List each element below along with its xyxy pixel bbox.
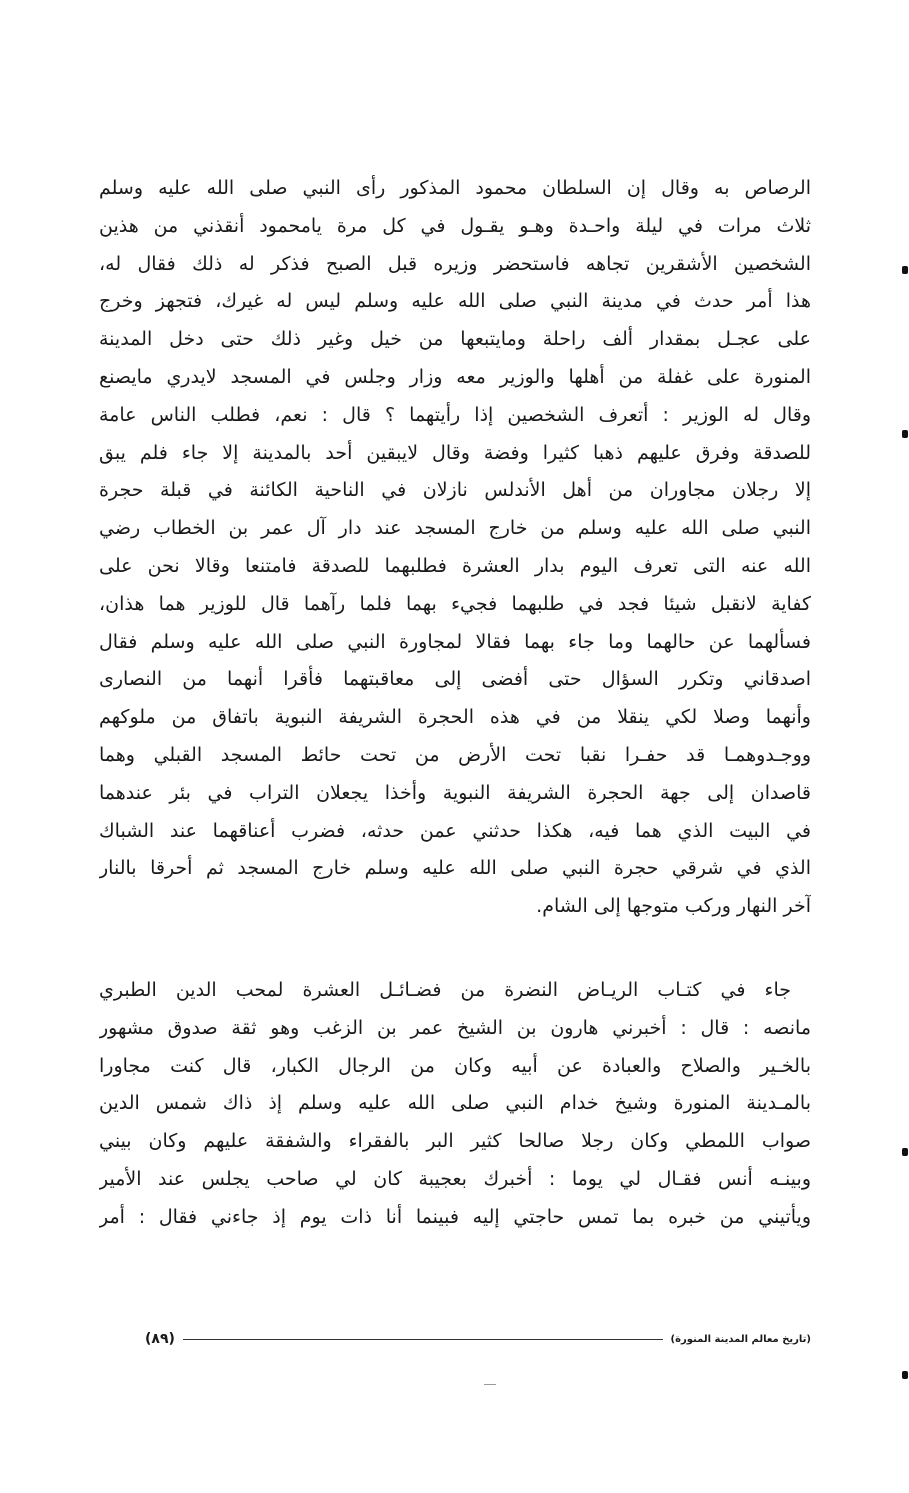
- footer-rule: [183, 1339, 663, 1340]
- text-line: جاء في كتـاب الريـاض النضرة من فضـائـل العشرة لمحب الدين الطبري: [99, 979, 791, 1001]
- text-line: بالخـير والصلاح والعبادة عن أبيه وكان من الرجال الكبار، قال كنت مجاورا: [99, 1054, 811, 1077]
- paragraph-1: [99, 170, 811, 926]
- text-line: آخر النهار وركب متوجها إلى الشام.: [536, 895, 811, 918]
- text-line: الله عنه التى تعرف اليوم بدار العشرة فطلبهما للصدقة فامتنعا وقالا نحن على: [99, 554, 811, 577]
- text-line: إلا رجلان مجاوران من أهل الأندلس نازلان في الناحية الكائنة في قبلة حجرة: [99, 479, 811, 502]
- margin-mark: [902, 430, 908, 438]
- text-line: قاصدان إلى جهة الحجرة الشريفة النبوية وأخذا يجعلان التراب في بئر عندهما: [99, 781, 811, 804]
- margin-mark: [902, 1371, 908, 1379]
- page-number: (٨٩): [145, 1331, 175, 1347]
- paragraph-2: [99, 972, 811, 1237]
- scan-speck: [484, 1384, 496, 1385]
- text-line: على عجـل بمقدار ألف راحلة ومايتبعها من خيل وغير ذلك حتى دخل المدينة: [99, 328, 811, 351]
- text-line: المنورة على غفلة من أهلها والوزير معه وزار وجلس في المسجد لايدري مايصنع: [99, 365, 811, 388]
- running-title: (تاريخ معالم المدينة المنورة): [670, 1333, 811, 1345]
- margin-mark: [902, 1148, 908, 1156]
- margin-mark: [902, 266, 908, 274]
- text-line: ووجـدوهمـا قد حفـرا نقبا تحت الأرض من تحت حائط المسجد القبلي وهما: [99, 743, 811, 766]
- text-line: كفاية لانقبل شيئا فجد في طلبهما فجيء بهما فلما رآهما قال للوزير هما هذان،: [99, 592, 811, 615]
- text-line: وقال له الوزير : أتعرف الشخصين إذا رأيتهما ؟ قال : نعم، فطلب الناس عامة: [99, 403, 811, 426]
- text-line: هذا أمر حدث في مدينة النبي صلى الله عليه وسلم ليس له غيرك، فتجهز وخرج: [99, 290, 811, 313]
- text-line: الرصاص به وقال إن السلطان محمود المذكور رأى النبي صلى الله عليه وسلم: [99, 177, 811, 199]
- text-line: بالمـدينة المنورة وشيخ خدام النبي صلى الله عليه وسلم إذ ذاك شمس الدين: [99, 1092, 811, 1115]
- text-line: اصدقاني وتكرر السؤال حتى أفضى إلى معاقبتهما فأقرا أنهما من النصارى: [99, 668, 811, 691]
- text-line: ويأتيني من خبره بما تمس حاجتي إليه فبينما أنا ذات يوم إذ جاءني فقال : أمر: [99, 1205, 811, 1228]
- text-line: وأنهما وصلا لكي ينقلا من في هذه الحجرة الشريفة النبوية باتفاق من ملوكهم: [99, 706, 811, 729]
- text-line: وبينـه أنس فقـال لي يوما : أخبرك بعجيبة كان لي صاحب يجلس عند الأمير: [99, 1167, 811, 1190]
- text-line: صواب اللمطي وكان رجلا صالحا كثير البر بالفقراء والشفقة عليهم وكان بيني: [99, 1130, 811, 1153]
- text-line: مانصه : قال : أخبرني هارون بن الشيخ عمر بن الزغب وهو ثقة صدوق مشهور: [99, 1016, 811, 1039]
- text-line: في البيت الذي هما فيه، هكذا حدثني عمن حدثه، فضرب أعناقهما عند الشباك: [99, 819, 811, 842]
- text-line: فسألهما عن حالهما وما جاء بهما فقالا لمجاورة النبي صلى الله عليه وسلم فقال: [99, 630, 811, 653]
- text-line: الذي في شرقي حجرة النبي صلى الله عليه وسلم خارج المسجد ثم أحرقا بالنار: [99, 857, 811, 880]
- page-footer: [145, 1327, 811, 1351]
- text-line: ثلاث مرات في ليلة واحـدة وهـو يقـول في كل مرة يامحمود أنقذني من هذين: [99, 214, 811, 237]
- text-line: النبي صلى الله عليه وسلم من خارج المسجد عند دار آل عمر بن الخطاب رضي: [99, 517, 811, 540]
- text-line: الشخصين الأشقرين تجاهه فاستحضر وزيره قبل الصبح فذكر له ذلك فقال له،: [99, 252, 811, 275]
- text-line: للصدقة وفرق عليهم ذهبا كثيرا وفضة وقال لايبقين أحد بالمدينة إلا جاء فلم يبق: [99, 441, 811, 464]
